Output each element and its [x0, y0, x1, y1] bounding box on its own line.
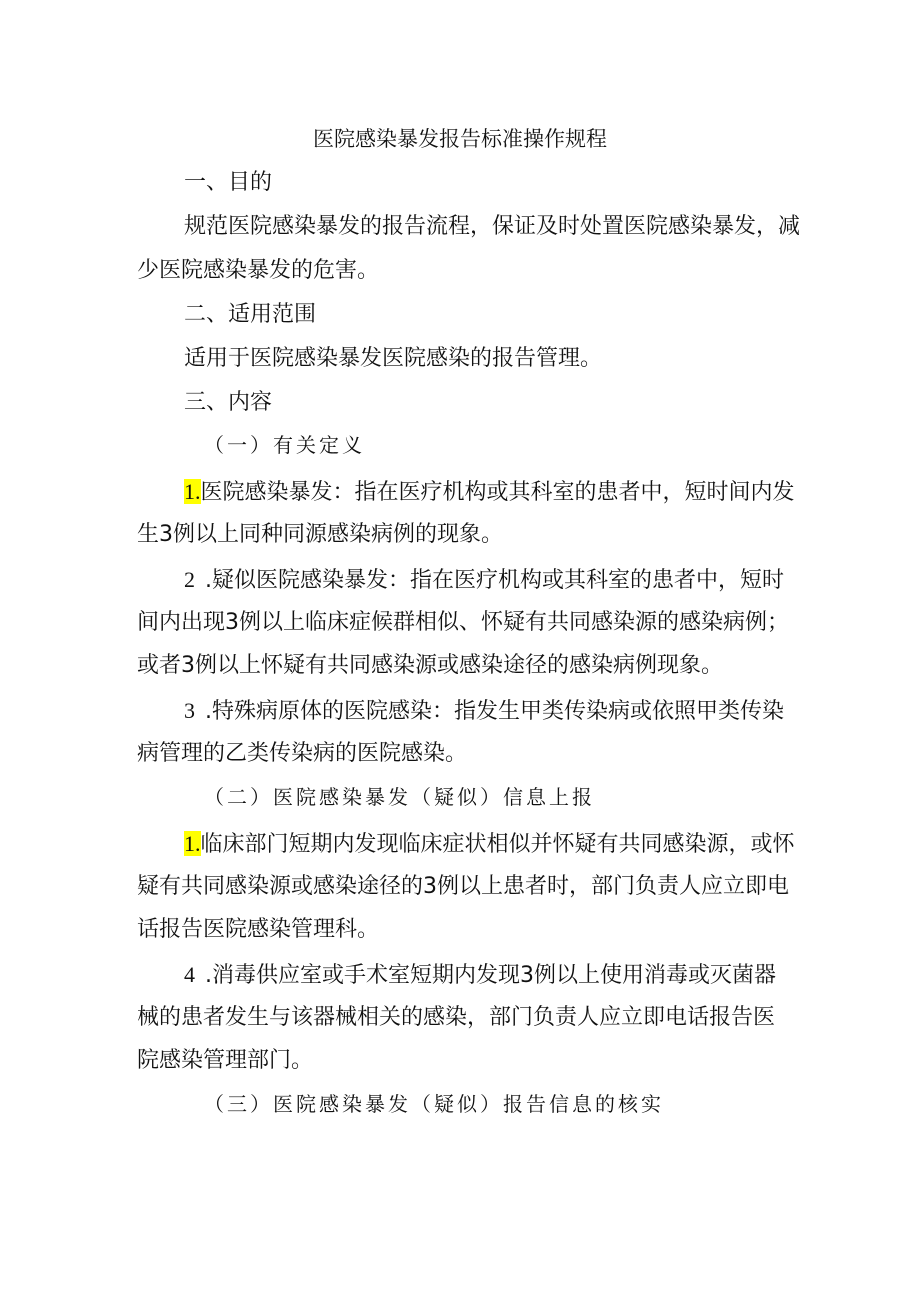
highlighted-item-number: 1.: [184, 479, 201, 504]
section-heading-scope: 二、适用范围: [184, 302, 317, 327]
paragraph-line: 话报告医院感染管理科。: [137, 917, 380, 942]
list-item: [184, 565, 784, 596]
paragraph-line: 生3例以上同种同源感染病例的现象。: [137, 522, 503, 547]
section-heading-content: 三、内容: [184, 390, 273, 415]
paragraph-line: 械的患者发生与该器械相关的感染，部门负责人应立即电话报告医: [137, 1005, 776, 1030]
list-item-text: .疑似医院感染暴发：指在医疗机构或其科室的患者中，短时: [205, 568, 784, 593]
list-item: [184, 960, 776, 991]
paragraph-line: 病管理的乙类传染病的医院感染。: [137, 741, 468, 766]
list-item: [184, 477, 795, 508]
subsection-heading-reporting: （二）医院感染暴发（疑似）信息上报: [204, 785, 595, 809]
list-item: [184, 696, 784, 727]
paragraph-line: 少医院感染暴发的危害。: [137, 258, 380, 283]
list-item: [184, 829, 795, 860]
paragraph-line: 疑有共同感染源或感染途径的3例以上患者时，部门负责人应立即电: [137, 874, 789, 899]
item-number: 4: [184, 962, 195, 987]
paragraph-line: 或者3例以上怀疑有共同感染源或感染途径的感染病例现象。: [137, 653, 723, 678]
list-item-text: .特殊病原体的医院感染：指发生甲类传染病或依照甲类传染: [205, 699, 784, 724]
list-item-text: 临床部门短期内发现临床症状相似并怀疑有共同感染源，或怀: [200, 832, 795, 857]
section-heading-purpose: 一、目的: [184, 170, 273, 195]
subsection-heading-verification: （三）医院感染暴发（疑似）报告信息的核实: [204, 1092, 664, 1116]
paragraph-line: 间内出现3例以上临床症候群相似、怀疑有共同感染源的感染病例；: [137, 610, 789, 635]
list-item-text: 医院感染暴发：指在医疗机构或其科室的患者中，短时间内发: [200, 480, 795, 505]
paragraph-line: 适用于医院感染暴发医院感染的报告管理。: [184, 346, 603, 371]
list-item-text: .消毒供应室或手术室短期内发现3例以上使用消毒或灭菌器: [205, 963, 776, 988]
highlighted-item-number: 1.: [184, 831, 201, 856]
paragraph-line: 院感染管理部门。: [137, 1048, 314, 1073]
subsection-heading-definitions: （一）有关定义: [204, 433, 365, 457]
paragraph-line: 规范医院感染暴发的报告流程，保证及时处置医院感染暴发，减: [184, 214, 801, 239]
item-number: 2: [184, 567, 195, 592]
document-title: 医院感染暴发报告标准操作规程: [313, 127, 607, 151]
item-number: 3: [184, 698, 195, 723]
